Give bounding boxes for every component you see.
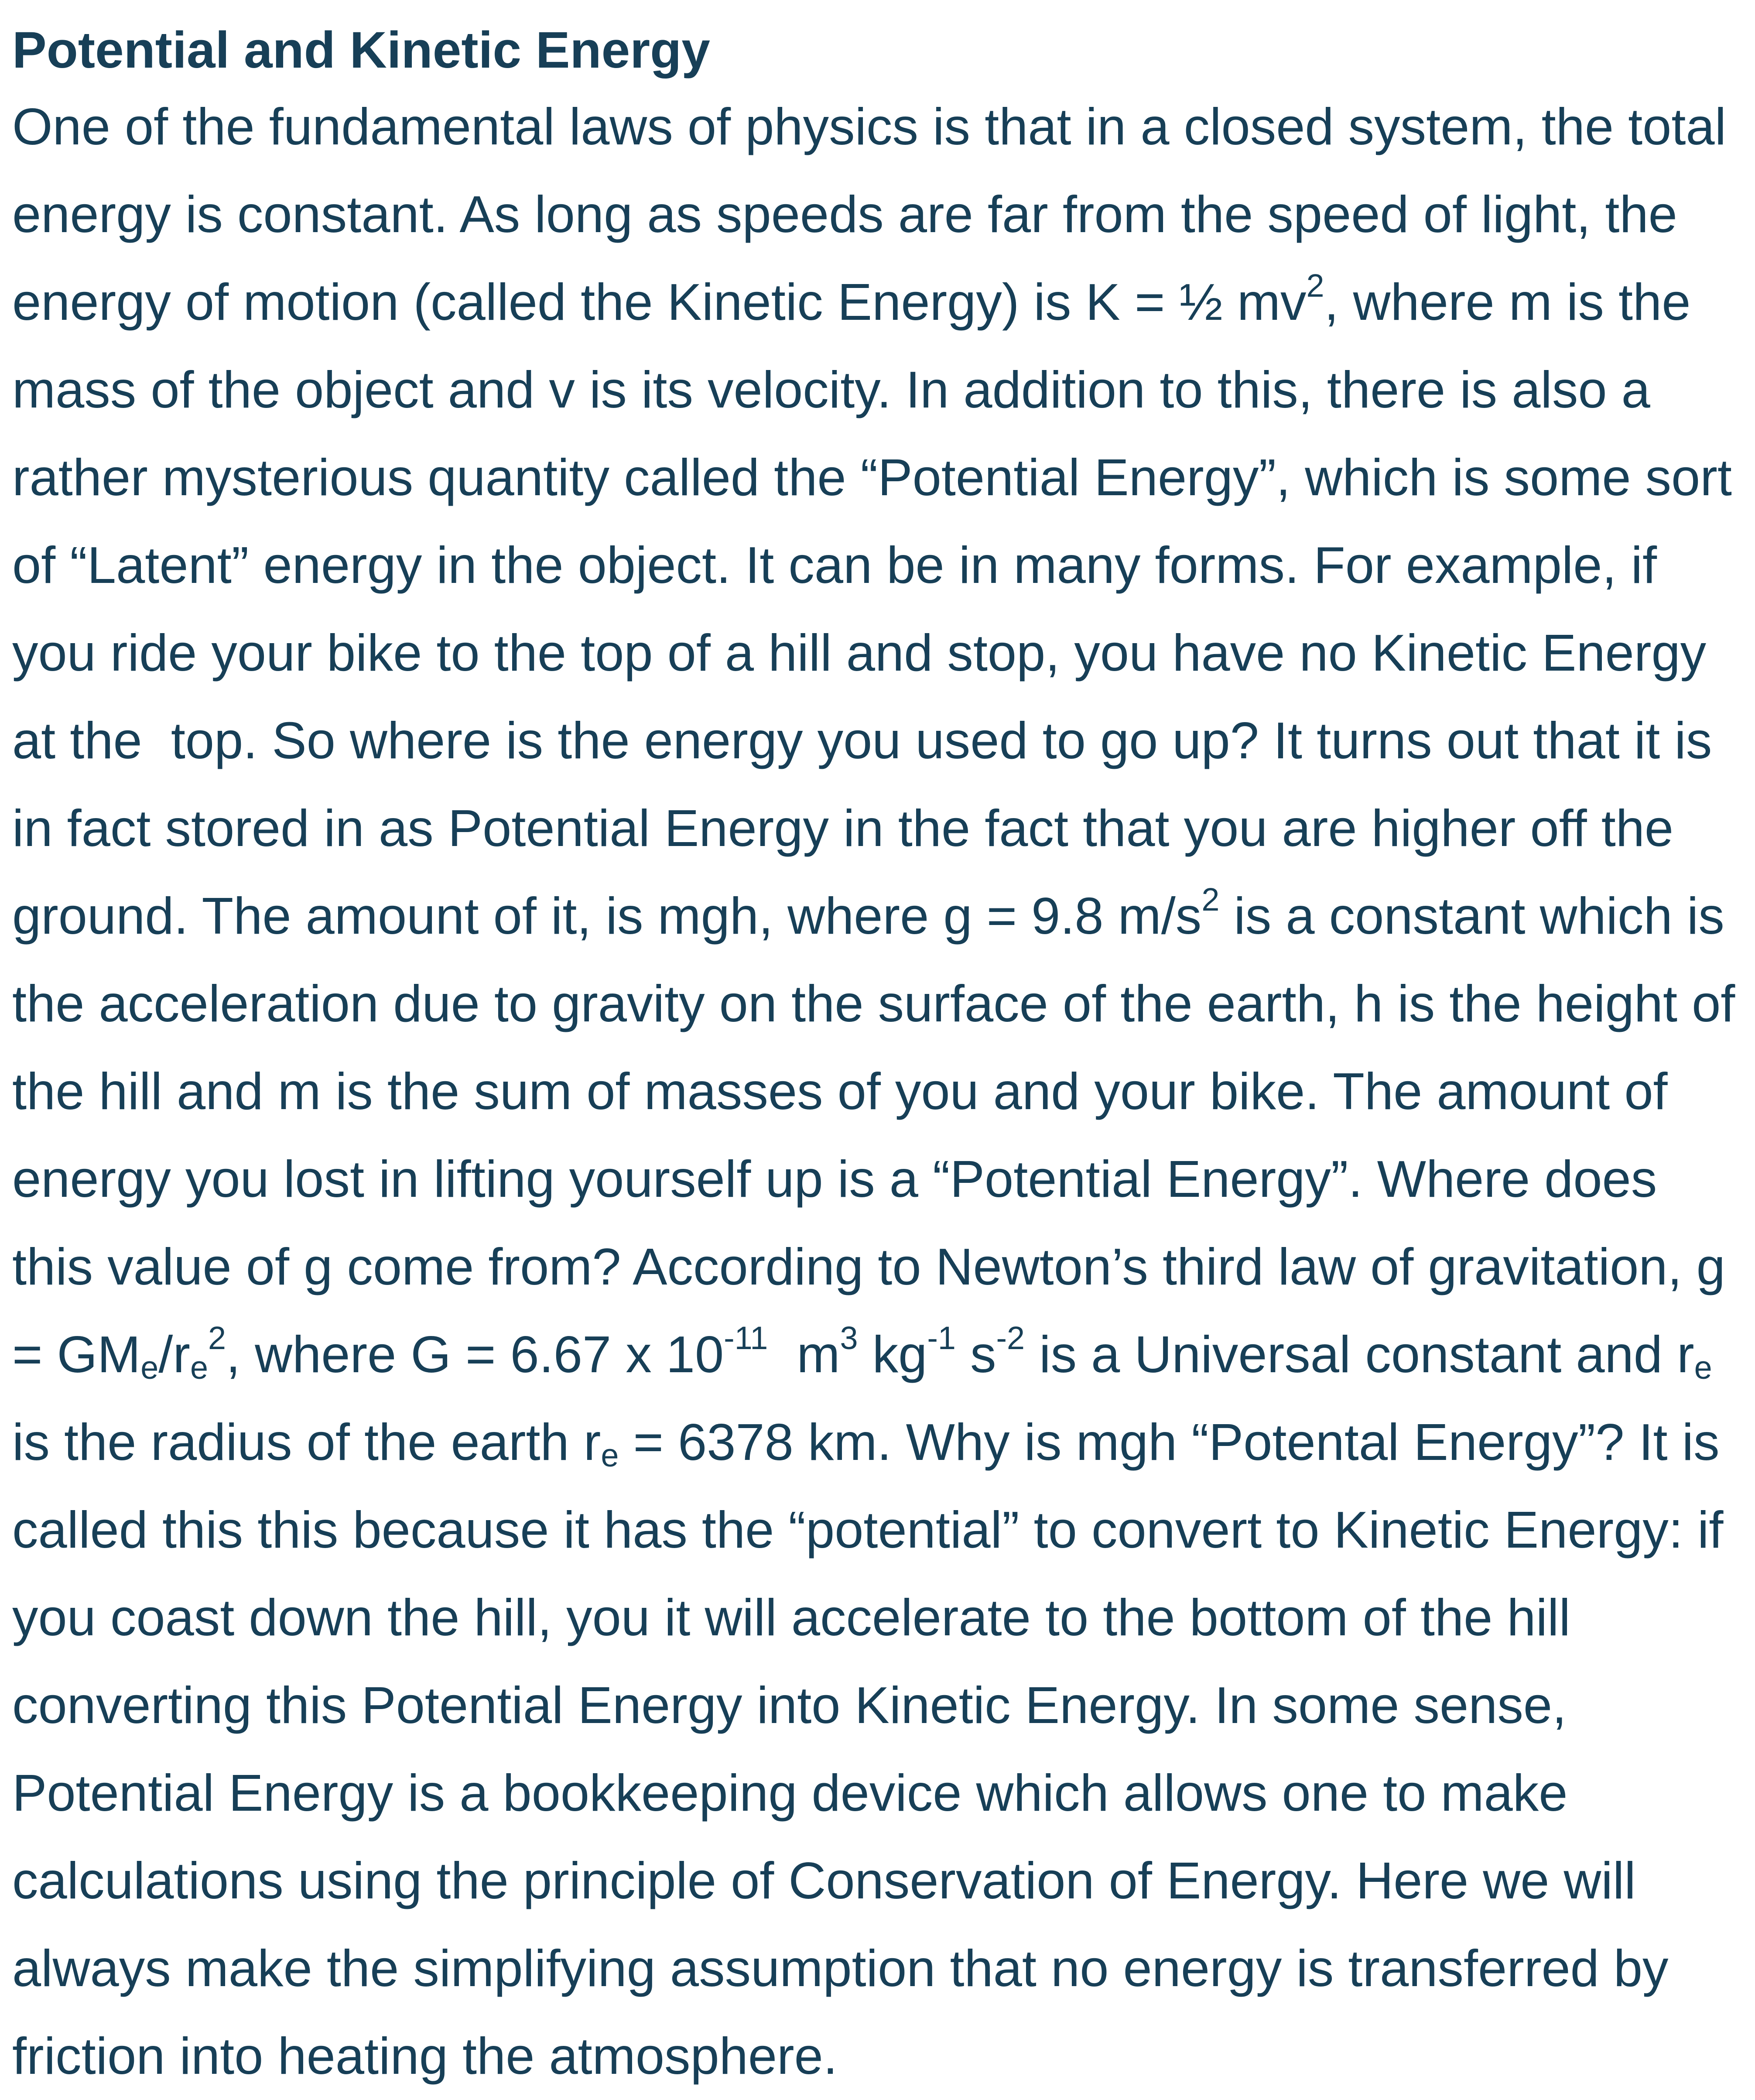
- document: [12, 17, 1751, 2100]
- text-line: called this this because it has the “potential” to convert to Kinetic Energy: if: [12, 1501, 1724, 1559]
- text-line: is the radius of the earth $r_e = 6378$ km. Why is mgh “Potental Energy”? It is: [12, 1413, 1720, 1473]
- text-line: friction into heating the atmosphere.: [12, 2027, 838, 2085]
- body-paragraph: [12, 83, 1751, 2100]
- superscript: 2: [1306, 267, 1324, 304]
- text-line: always make the simplifying assumption that no energy is transferred by: [12, 1939, 1669, 1997]
- text-line: at the top. So where is the energy you used to go up? It turns out that it is: [12, 712, 1712, 770]
- subscript: e: [1694, 1349, 1712, 1386]
- text-line: this value of g come from? According to Newton’s third law of gravitation, g: [12, 1238, 1725, 1296]
- superscript: -1: [927, 1319, 956, 1356]
- superscript: 2: [1201, 881, 1220, 918]
- text-line: energy of motion (called the Kinetic Energy) is K = ½ $mv^2$, where m is the: [12, 267, 1691, 331]
- text-line: ground. The amount of it, is mgh, where g = 9.8 $m/s^2$ is a constant which is: [12, 881, 1724, 945]
- superscript: -2: [996, 1319, 1025, 1356]
- text-line: calculations using the principle of Conservation of Energy. Here we will: [12, 1852, 1636, 1910]
- text-line: Potential Energy is a bookkeeping device which allows one to make: [12, 1764, 1568, 1822]
- text-line: the acceleration due to gravity on the surface of the earth, h is the height of: [12, 975, 1735, 1033]
- subscript: e: [601, 1437, 619, 1473]
- subscript: e: [140, 1349, 159, 1386]
- text-line: mass of the object and v is its velocity. In addition to this, there is also a: [12, 361, 1650, 419]
- text-line: energy is constant. As long as speeds are far from the speed of light, the: [12, 185, 1677, 243]
- text-line: the hill and m is the sum of masses of you and your bike. The amount of: [12, 1062, 1668, 1120]
- text-line: in fact stored in as Potential Energy in the fact that you are higher off the: [12, 799, 1674, 857]
- document-title: Potential and Kinetic Energy: [12, 21, 710, 79]
- text-line: you coast down the hill, you it will accelerate to the bottom of the hill: [12, 1589, 1570, 1647]
- text-line: energy you lost in lifting yourself up is a “Potential Energy”. Where does: [12, 1150, 1657, 1208]
- superscript: 3: [840, 1319, 858, 1356]
- text-line: converting this Potential Energy into Kinetic Energy. In some sense,: [12, 1676, 1567, 1734]
- superscript: 2: [208, 1319, 226, 1356]
- text-line: you ride your bike to the top of a hill and stop, you have no Kinetic Energy: [12, 624, 1707, 682]
- text-line: = $GM_e/r_e^2$, where G = 6.67 x $10^{-11}$ $m^3$ $kg^{-1}$ $s^{-2}$ is a Universal constant and $r_e$: [12, 1319, 1712, 1386]
- text-line: rather mysterious quantity called the “Potential Energy”, which is some sort: [12, 449, 1732, 507]
- superscript: -11: [724, 1319, 768, 1356]
- text-line: of “Latent” energy in the object. It can be in many forms. For example, if: [12, 536, 1657, 594]
- text-line: One of the fundamental laws of physics is that in a closed system, the total: [12, 98, 1727, 156]
- subscript: e: [190, 1349, 209, 1386]
